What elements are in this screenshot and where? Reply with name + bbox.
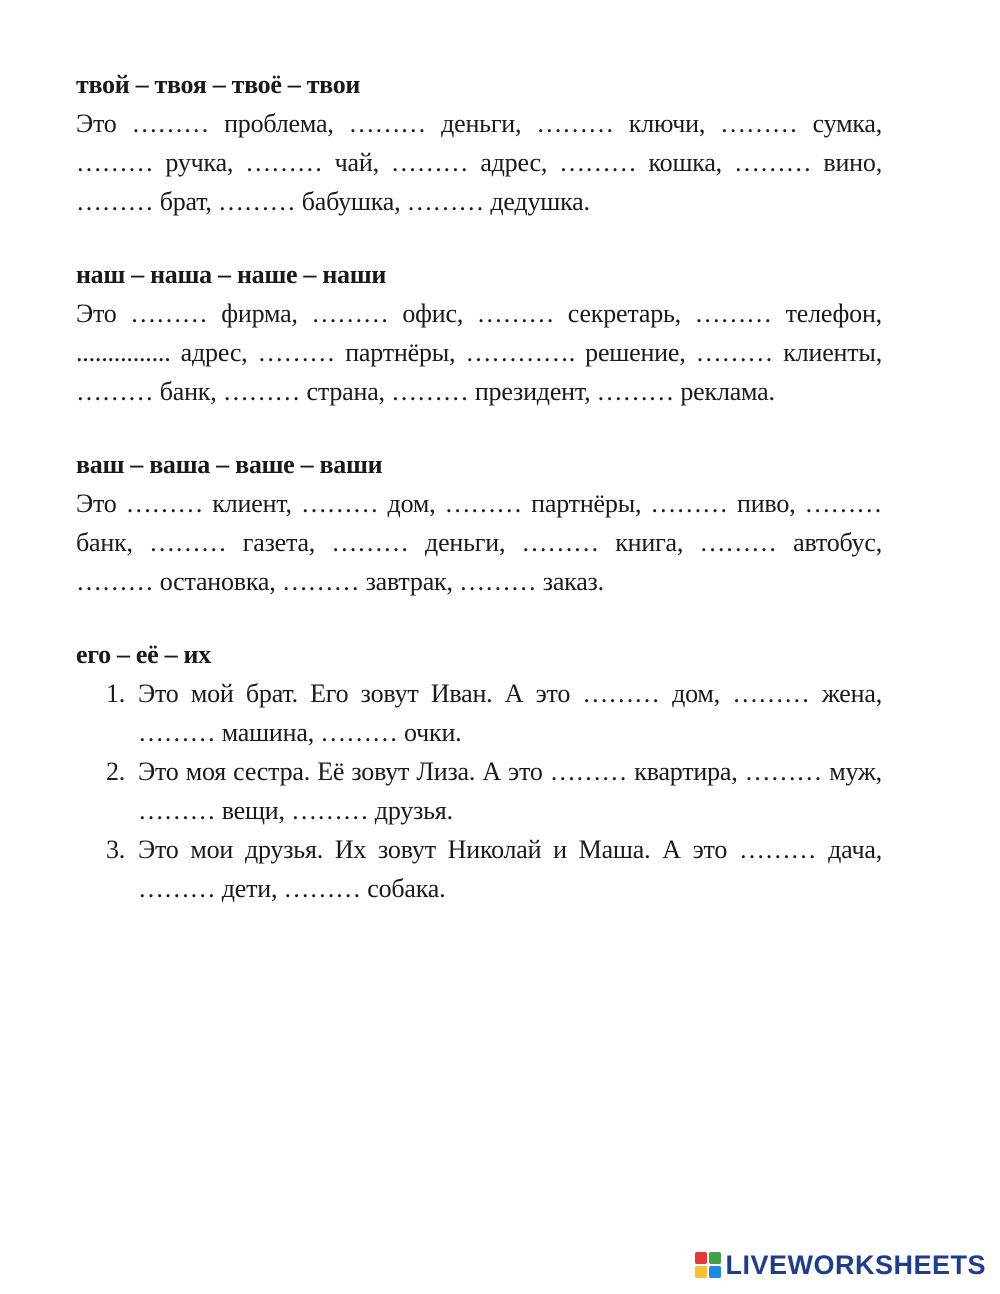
liveworksheets-logo[interactable] [695,1250,986,1280]
list-item-text: Это моя сестра. Её зовут Лиза. А это ……… квартира, ……… муж, ……… вещи, ……… друзья. [138,757,882,825]
section-heading: ваш – ваша – ваше – ваши [76,450,383,479]
liveworksheets-wordmark: LIVEWORKSHEETS [725,1250,986,1280]
section-heading: его – её – их [76,640,211,669]
section-heading: наш – наша – наше – наши [76,260,387,289]
logo-square-blue [709,1266,721,1278]
list-item-number: 2. [106,757,126,786]
section-heading: твой – твоя – твоё – твои [76,70,361,99]
section-exercise-text: Это ……… проблема, ……… деньги, ……… ключи, ……… сумка, ……… ручка, ……… чай, ……… адрес, ……… кошка, ……… вино, ……… брат, ……… бабушка, ……… дедушка. [76,109,882,216]
list-item [76,674,882,752]
list-item [76,752,882,830]
section-vash [76,446,882,601]
section-exercise-text: Это ……… фирма, ……… офис, ……… секретарь, ……… телефон, ............... адрес, ……… партнёры, …………. решение, ……… клиенты, ……… банк, ……… страна, ……… президент, ……… реклама. [76,299,882,406]
section-exercise-text: Это ……… клиент, ……… дом, ……… партнёры, ……… пиво, ……… банк, ……… газета, ……… деньги, ……… книга, ……… автобус, ……… остановка, ……… завтрак, ……… заказ. [76,489,882,596]
list-item-number: 1. [106,679,126,708]
liveworksheets-icon [695,1252,721,1278]
logo-square-green [709,1252,721,1264]
worksheet [76,66,882,943]
list-item-text: Это мои друзья. Их зовут Николай и Маша. А это ……… дача, ……… дети, ……… собака. [138,835,882,903]
exercise-list [76,674,882,908]
section-tvoy [76,66,882,221]
list-item [76,830,882,908]
list-item-text: Это мой брат. Его зовут Иван. А это ……… дом, ……… жена, ……… машина, ……… очки. [138,679,882,747]
logo-square-red [695,1252,707,1264]
list-item-number: 3. [106,835,126,864]
logo-square-yellow [695,1266,707,1278]
section-nash [76,256,882,411]
section-ego [76,636,882,908]
